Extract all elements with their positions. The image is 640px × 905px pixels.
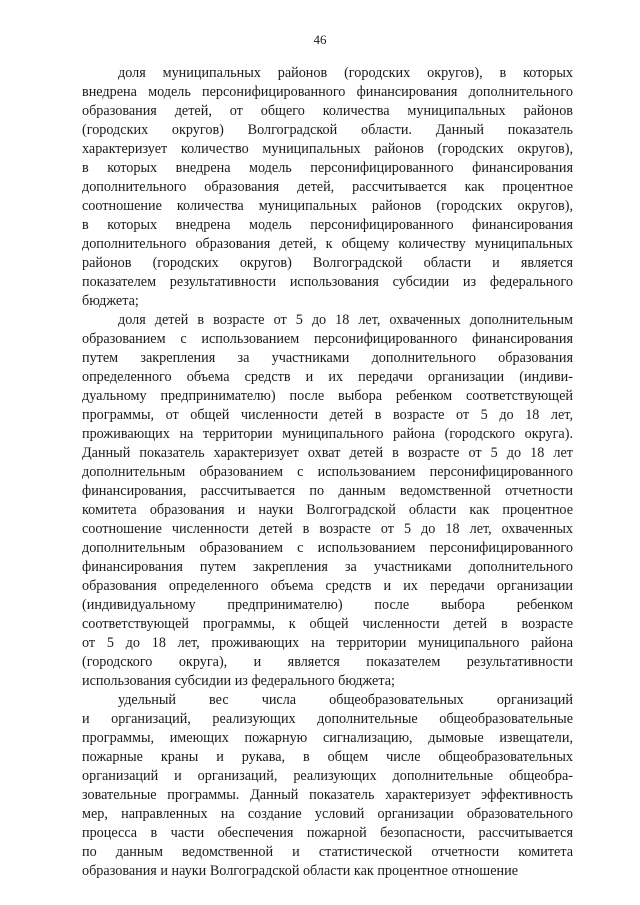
text-line: соотношение численности детей в возрасте от 5 до 18 лет, охваченных <box>82 521 573 537</box>
text-line: внедрена модель персонифицированного финансирования дополнительного <box>82 84 573 100</box>
body-text <box>82 64 573 881</box>
text-line: в которых внедрена модель персонифицированного финансирования <box>82 217 573 233</box>
text-line: зовательные программы. Данный показатель характеризует эффективность <box>82 787 573 803</box>
text-line: использования субсидии из федерального бюджета; <box>82 673 395 689</box>
text-line: определенного объема средств и их передачи организации (индиви- <box>82 369 573 385</box>
text-line: процесса в части обеспечения пожарной безопасности, рассчитывается <box>82 825 573 841</box>
text-line: мер, направленных на создание условий организации образовательного <box>82 806 573 822</box>
text-line: показателем результативности использования субсидии из федерального <box>82 274 573 290</box>
text-line: по данным ведомственной и статистической отчетности комитета <box>82 844 573 860</box>
text-line: Данный показатель характеризует охват детей в возрасте от 5 до 18 лет <box>82 445 573 461</box>
text-line: районов (городских округов) Волгоградской области и является <box>82 255 573 271</box>
text-line: (индивидуальному предпринимателю) после выбора ребенком <box>82 597 573 613</box>
text-line: и организаций, реализующих дополнительные общеобразовательные <box>82 711 573 727</box>
text-line: путем закрепления за участниками дополнительного образования <box>82 350 573 366</box>
text-line: (городских округов) Волгоградской области. Данный показатель <box>82 122 573 138</box>
text-line: образования определенного объема средств и их передачи организации <box>82 578 573 594</box>
text-line: пожарные краны и рукава, в общем числе общеобразовательных <box>82 749 573 765</box>
text-line: (городского округа), и является показателем результативности <box>82 654 573 670</box>
text-line: программы, имеющих пожарную сигнализацию, дымовые извещатели, <box>82 730 573 746</box>
text-line: дополнительного образования детей, рассчитывается как процентное <box>82 179 573 195</box>
text-line: проживающих на территории муниципального района (городского округа). <box>82 426 573 442</box>
text-line: бюджета; <box>82 293 139 309</box>
text-line: соотношение количества муниципальных районов (городских округов), <box>82 198 573 214</box>
text-line: дуальному предпринимателю) после выбора ребенком соответствующей <box>82 388 573 404</box>
text-line: финансирования, рассчитывается по данным ведомственной отчетности <box>82 483 573 499</box>
text-line: дополнительным образованием с использованием персонифицированного <box>82 540 573 556</box>
text-line: характеризует количество муниципальных районов (городских округов), <box>82 141 573 157</box>
text-line: доля муниципальных районов (городских округов), в которых <box>118 65 573 81</box>
text-line: образования детей, от общего количества муниципальных районов <box>82 103 573 119</box>
text-line: финансирования путем закрепления за участниками дополнительного <box>82 559 573 575</box>
text-line: образования и науки Волгоградской области как процентное отношение <box>82 863 519 879</box>
text-line: дополнительным образованием с использованием персонифицированного <box>82 464 573 480</box>
text-line: доля детей в возрасте от 5 до 18 лет, охваченных дополнительным <box>118 312 573 328</box>
page-number: 46 <box>313 32 327 47</box>
text-line: удельный вес числа общеобразовательных организаций <box>118 692 573 708</box>
paragraph <box>82 64 573 311</box>
paragraph <box>82 691 573 881</box>
text-line: организаций и организаций, реализующих дополнительные общеобра- <box>82 768 573 784</box>
text-line: дополнительного образования детей, к общему количеству муниципальных <box>82 236 573 252</box>
text-line: от 5 до 18 лет, проживающих на территории муниципального района <box>82 635 573 651</box>
paragraph <box>82 311 573 691</box>
text-line: в которых внедрена модель персонифицированного финансирования <box>82 160 573 176</box>
text-line: образованием с использованием персонифицированного финансирования <box>82 331 573 347</box>
text-line: комитета образования и науки Волгоградской области как процентное <box>82 502 573 518</box>
text-line: программы, от общей численности детей в возрасте от 5 до 18 лет, <box>82 407 573 423</box>
text-line: соответствующей программы, к общей численности детей в возрасте <box>82 616 573 632</box>
